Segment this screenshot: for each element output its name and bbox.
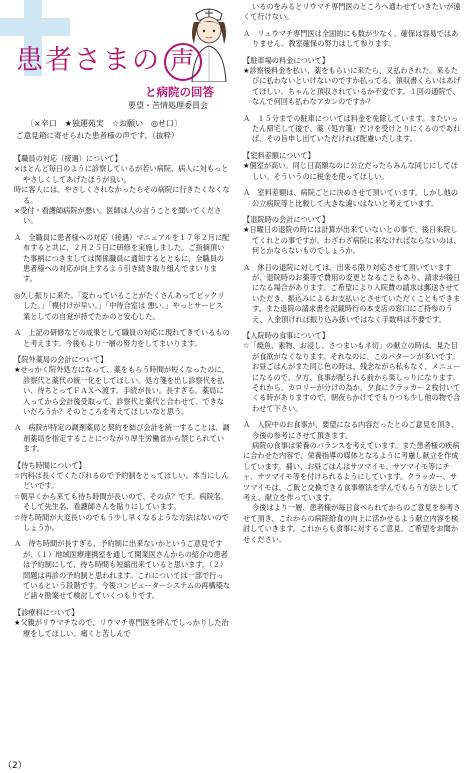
paragraph: Ａ 休日の退院に対しては、出来る限り対応させて頂いていますが、退院時のお薬等で費用の変更となることもあり、請求が後日になる場合があります。ご希望により入院費の請求は郵送させていただき、振込みによるお支払いとさせていただくこともできます。また退院の請求書を記載時行の本支店の窓口にご持参のうえ、入金頂ければ振り込み扱いではなく手数料は不要です。 <box>243 262 461 324</box>
paragraph: いるのをみるとリウマチ専門医のところへ通わせていきたいが遠くて行けない。 <box>243 2 461 22</box>
paragraph: ★せっかく院外処方になって、薬をもらう時間が短くなったのに、診察代と薬代の統一化をしてほしい。処方箋を出し診察代を払い、待ちとってＦＡＸへ渡す。手続が長い。長すぎる。薬局に入ってから会計後受取って、診察代と薬代と合わせて、できないだろうか？そのところを考えてほしいなと思う。 <box>14 365 229 416</box>
paragraph: ★父親がリウマチなので、リウマチ専門医を呼んでしっかりした治療をしてほしい。痛くと苦しんで <box>14 618 229 638</box>
paragraph: ☆「焼魚、素物、お浸し、さつまいもネ切」の献立の時は、見た目が食欲がなくなります。それなのに、このパターンが多いです。お昼ごはんがまた同じ色の時は、残念ながら私もなく、メニューになるので、夕方、食事が配られる前から楽しっりになります。それから、カロリーが分けの為か、夕食にクラッカー２枚付いてくる時がありますので。朝夜らかけてでもりつも少し他の物で合わせて下さい。 <box>243 341 461 413</box>
paragraph: ×ほとんど毎日のように診察しているが若い病院、病人に対もっとやさしくしてあげたほうが良い。 <box>14 164 229 184</box>
paragraph: Ａ 室料差額は、病院ごとに決めさせて頂いています。しかし他の公立病院等と比較して大きな違いはないと考えています。 <box>243 188 459 208</box>
section-heading: 【駐車場の料金について】 <box>243 55 330 65</box>
page-subtitle: と病院の回答 <box>145 85 214 99</box>
paragraph: 時に客人には、やさしくされなかったらその病院に行きたくなくなる。 <box>14 185 230 205</box>
paragraph: ★診察後料金を払い、薬をもらいに来たら、又払わされた。来るたびに払わないといけないのですか払ってる。領収書くらいはあげてほしい。ちゃんと頂収されているか不安です。１回の通院で、なんで何回も払わなアカンのですか？ <box>243 66 461 107</box>
symbol-legend: 〔×辛口 ★独運苑実 ☆お願い ◎せ口〕 <box>26 119 183 128</box>
left-column <box>14 148 230 639</box>
paragraph: ☆待ち時間が大変長いのでもう少し早くなるような方法はないのでしょうか。 <box>14 512 229 532</box>
decorative-cross-horizontal <box>0 18 70 36</box>
paragraph: ☆朝早くから来ても待ち時間が長いので、その点？です。病院名、そして先生名、看護師さんを貼りにしています。 <box>14 491 229 512</box>
section-heading: 【職員の対応（接遇）について】 <box>14 154 122 163</box>
section-heading: 【室料差額について】 <box>243 150 315 160</box>
section-heading: 【入院時の食事について】 <box>243 330 330 340</box>
right-column <box>243 2 463 545</box>
paragraph: Ａ リュウマチ専門医は全国的にも数が少なく、確保は容易ではありません。教室確保の努力はして参ります。 <box>243 28 459 49</box>
paragraph: Ａ 病院が特定の調剤薬局と契約を結び会計を統一することは、調剤薬局を指定することにつながり厚生労働省から禁じられています。 <box>14 423 230 454</box>
committee-name: 要望・苦情処理委員会 <box>128 101 208 110</box>
page-title: 患者さまの 声 <box>16 38 202 81</box>
section-heading: 【院外薬局の会計について】 <box>14 354 108 364</box>
page-number: （2） <box>3 761 27 771</box>
intro-text: ご意見箱に寄せられた患者様の声です。（抜粋） <box>16 131 179 140</box>
paragraph: Ａ 待ち時間が長すぎる、予約制に出来ないかというご意見ですが、（１）地域医療連携室を通して開業医さんからの紹介の患者は予約制にして、待ち時間も短縮出来ていると思います。（２）問題は再診の予約制と思われます。これについては一部で行っているという段階です。今後コンピューターシステムの再構築など諸々勘案せて検討していくつもりです。 <box>14 539 231 601</box>
paragraph: Ａ 全職員に患者様への対応（接遇）マニュアルを１７年２月に配布すると共に、２月２５日に研修を実施しました。ご指摘頂いた事柄につきましては関係職員に通知するとともに、全職員の患者様への対応が向上するよう引き続き取り組んでまいります。 <box>14 232 230 284</box>
paragraph: ×受付・看護師病院が悪い。医師は人の言うことを聞いてください。 <box>14 206 222 226</box>
paragraph: 病院の食事は栄養のバランスを考えています。また患者様の疾病に合わせた内容で、栄養指導の媒体となるように考慮し献立を作成しています。補い、お昼ごはんはサツマイモ、サツマイモ等にチャ、サツマイモ等を付けられるようにしています。クラッカー、サツマイモは、ご飯と交換できる食事療法を学んでもらう方法として考え、献立を作っています。 <box>243 441 460 503</box>
paragraph: 今後はより一層、患者様が毎日食べられてからのご意見を参考させて頂き、これからの病院給食の向上に活かせるよう献立内容を検討していきます。これからも食事に対するご意見、ご希望をお聞かせください。 <box>243 503 461 544</box>
section-heading: 【待ち時間について】 <box>14 460 86 470</box>
section-heading: 【診療科について】 <box>14 607 79 617</box>
paragraph: Ａ 上記の研修などの成果として職員の対応に現れてきているものと考えます。今後もより一層の努力をしてまいります。 <box>14 328 230 348</box>
paragraph: ★日曜日の退院の時には計算が出来ていないとの事で、後日来院してくれとの事ですが、わざわざ病院に来なければならないのは、何とかならないものでしょうか。 <box>243 225 461 256</box>
paragraph: Ａ 入院中のお食事が、要望になる内容だったとのご意見を頂き、今後の参考にさせて頂きます。 <box>243 420 459 440</box>
section-heading: 【退院時の会計について】 <box>243 214 330 224</box>
paragraph: ☆内科は長くてくたびれるので予約制をとってほしい。本当にしんどいです。 <box>14 470 229 491</box>
title-koe-circle: 声 <box>164 43 202 81</box>
paragraph: ◎久し振りに来た。「変わっていることがたくさんあってビックリした。」「模付けが早い。」「中待合室は 悪い。」やっとサービス業としての自覚が持てたかのと安心した。 <box>14 290 225 321</box>
paragraph: ★個室が高い。同じ日高額なのに公立だったらみんな同じにしてほしい。そういうのに税金を使ってほしい。 <box>243 161 458 181</box>
paragraph: Ａ １５分までの駐車については料金を免除しています。またいったん帰宅して後で、薬（処方箋）だけを受けとりにくるのであれば、その旨申し出ていただければ配慮いたします。 <box>243 113 461 144</box>
